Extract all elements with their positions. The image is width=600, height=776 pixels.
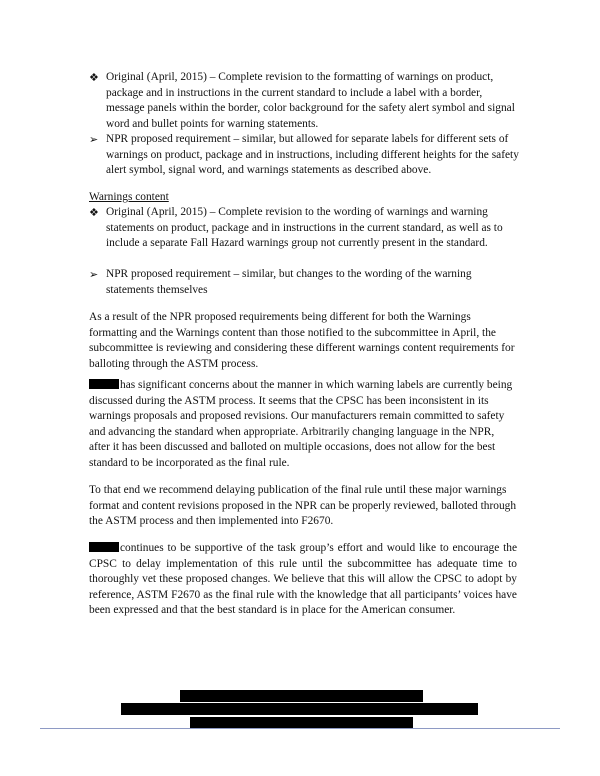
footer-divider [40, 728, 560, 729]
paragraph-result: As a result of the NPR proposed requirements being different for both the Warnings formatting and the Warnings content than those notified to the subcommittee in April, the subcommittee is reviewing and considering these different warnings content requirements for balloting through the ASTM process. [89, 311, 515, 370]
list-item-text: NPR proposed requirement – similar, but changes to the wording of the warning statements themselves [106, 268, 472, 296]
paragraph-recommend: To that end we recommend delaying publication of the final rule until these major warnings format and content revisions proposed in the NPR can be properly reviewed, balloted through the ASTM process and then implemented into F2670. [89, 484, 517, 528]
diamond-bullet-icon: ❖ [89, 206, 99, 219]
list-item-text: NPR proposed requirement – similar, but allowed for separate labels for different sets of warnings on product, package and in instructions, including different heights for the safety alert symbol, signal word, and warnings statements as described above. [106, 133, 519, 177]
list-item-text: Original (April, 2015) – Complete revision to the wording of warnings and warning statements on product, package and in instructions in the current standard, as well as to include a separate Fall Hazard warnings group not currently present in the standard. [106, 206, 503, 250]
redaction-block [180, 690, 423, 702]
paragraph-concerns: has significant concerns about the manner in which warning labels are currently being discussed during the ASTM process. It seems that the CPSC has been inconsistent in its warnings proposals and proposed revisions. Our manufacturers remain committed to safety and advancing the standard when appropriate. Arbitrarily changing language in the NPR, after it has been discussed and balloted on multiple occasions, does not allow for the best standard to be incorporated as the final rule. [89, 379, 513, 469]
list-item-text: Original (April, 2015) – Complete revision to the formatting of warnings on product, package and in instructions in the current standard to include a label with a border, message panels within the border, color background for the safety alert symbol and signal word and bullet points for warning statements. [106, 71, 515, 130]
redaction-block [89, 379, 119, 389]
section-heading: Warnings content [89, 191, 169, 203]
redaction-block [121, 703, 478, 715]
diamond-bullet-icon: ❖ [89, 71, 99, 84]
arrow-bullet-icon: ➢ [89, 268, 99, 281]
arrow-bullet-icon: ➢ [89, 133, 99, 146]
paragraph-support: continues to be supportive of the task group’s effort and would like to encourage the CPSC to delay implementation of this rule until the subcommittee has adequate time to thoroughly vet these proposed changes. We believe that this will allow the CPSC to adopt by reference, ASTM F2670 as the final rule with the knowledge that all participants’ voices have been expressed and that the best standard is in place for the American consumer. [89, 542, 517, 617]
redaction-block [89, 542, 119, 552]
